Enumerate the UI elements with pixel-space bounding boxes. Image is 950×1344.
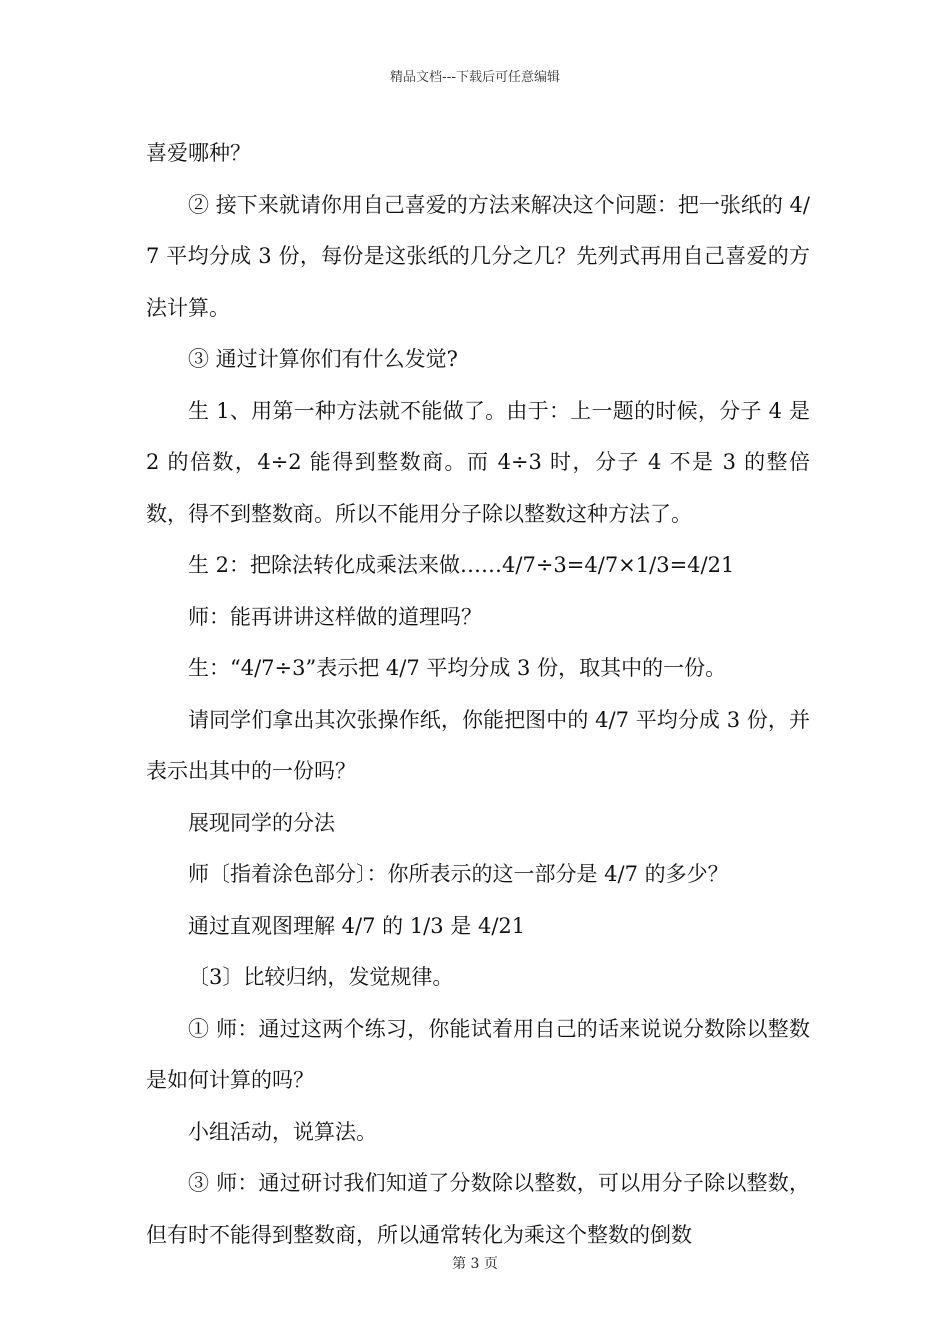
paragraph: 生 1、用第一种方法就不能做了。由于：上一题的时候，分子 4 是 2 的倍数，4÷2 能得到整数商。而 4÷3 时，分子 4 不是 3 的整倍数，得不到整数商。所以不能用分子除以整数这种方法了。 — [146, 398, 810, 526]
paragraph: 生：“4/7÷3”表示把 4/7 平均分成 3 份，取其中的一份。 — [188, 656, 727, 680]
paragraph: 小组活动，说算法。 — [188, 1119, 377, 1144]
paragraph: 师〔指着涂色部分〕：你所表示的这一部分是 4/7 的多少？ — [188, 862, 729, 886]
paragraph: 请同学们拿出其次张操作纸，你能把图中的 4/7 平均分成 3 份，并表示出其中的一份吗？ — [146, 707, 810, 783]
paragraph: 生 2：把除法转化成乘法来做……4/7÷3=4/7×1/3=4/21 — [188, 553, 735, 577]
paragraph: ③ 师：通过研讨我们知道了分数除以整数，可以用分子除以整数，但有时不能得到整数商，所以通常转化为乘这个整数的倒数 — [146, 1171, 810, 1247]
page-footer: 第 3 页 — [452, 1256, 498, 1272]
document-body — [146, 128, 810, 1261]
paragraph: ① 师：通过这两个练习，你能试着用自己的话来说说分数除以整数是如何计算的吗？ — [146, 1016, 810, 1092]
paragraph: 展现同学的分法 — [188, 810, 335, 835]
paragraph: 师：能再讲讲这样做的道理吗？ — [188, 604, 482, 629]
paragraph: ② 接下来就请你用自己喜爱的方法来解决这个问题：把一张纸的 4/7 平均分成 3 份，每份是这张纸的几分之几？先列式再用自己喜爱的方法计算。 — [146, 192, 810, 320]
paragraph: 〔3〕比较归纳，发觉规律。 — [188, 965, 454, 989]
page-header: 精品文档---下载后可任意编辑 — [389, 70, 561, 85]
paragraph: 通过直观图理解 4/7 的 1/3 是 4/21 — [188, 913, 526, 938]
paragraph: ③ 通过计算你们有什么发觉? — [188, 347, 458, 371]
paragraph: 喜爱哪种？ — [146, 141, 251, 165]
